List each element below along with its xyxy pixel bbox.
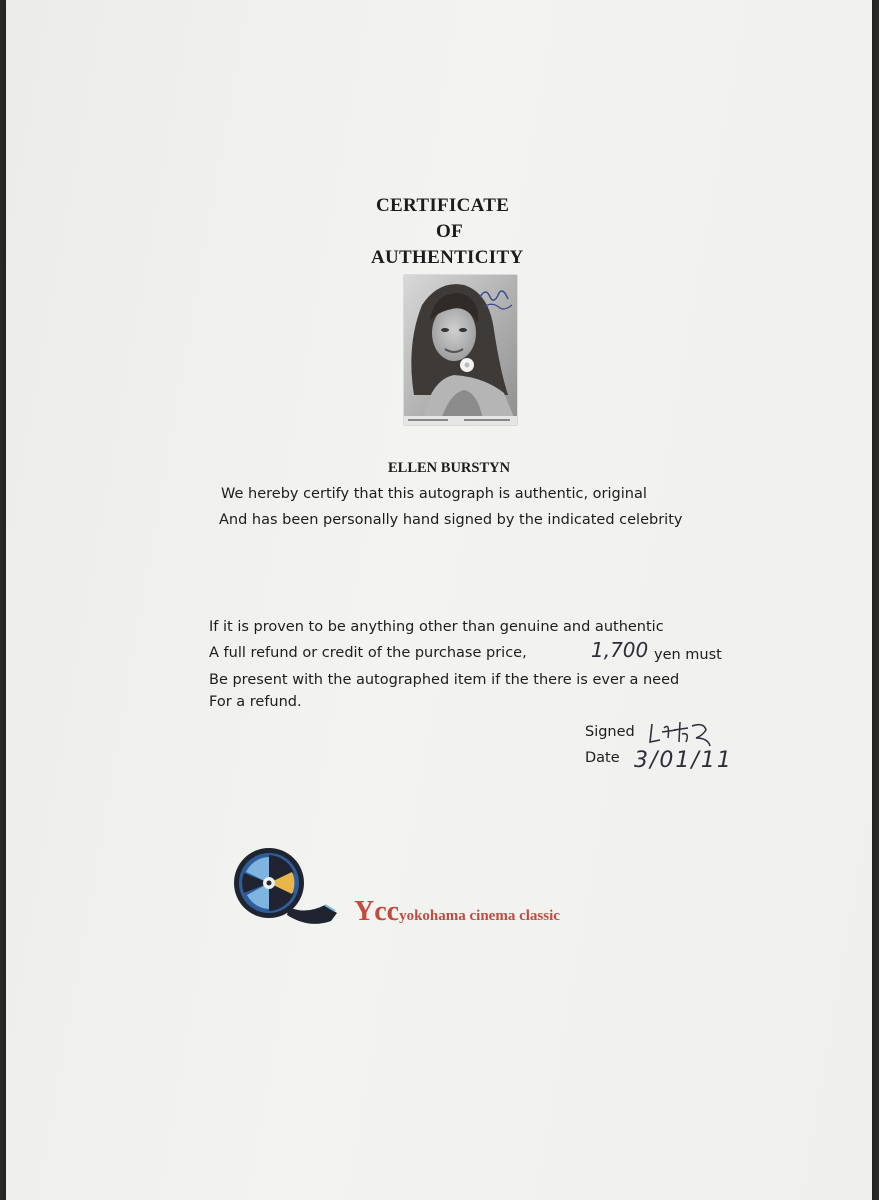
certify-line-2: And has been personally hand signed by the indicated celebrity [219, 512, 683, 528]
handwritten-signature [646, 716, 716, 750]
date-label: Date [585, 750, 620, 766]
certify-line-1: We hereby certify that this autograph is authentic, original [221, 486, 647, 502]
brand-full-name: yokohama cinema classic [399, 908, 560, 924]
film-reel-logo-icon [231, 845, 341, 927]
certificate-paper [6, 0, 872, 1200]
certificate-title-line-1: CERTIFICATE [376, 195, 510, 216]
refund-line-2: A full refund or credit of the purchase price, [209, 645, 527, 661]
handwritten-date: 3/01/11 [634, 748, 733, 773]
signed-label: Signed [585, 724, 635, 740]
certificate-title-line-3: AUTHENTICITY [371, 247, 524, 268]
brand-ycc: Ycc [354, 896, 400, 927]
celebrity-photo [404, 275, 517, 425]
refund-line-1: If it is proven to be anything other than genuine and authentic [209, 619, 664, 635]
certificate-title-line-2: OF [436, 221, 463, 242]
celebrity-name: ELLEN BURSTYN [388, 460, 511, 476]
refund-line-4: For a refund. [209, 694, 302, 710]
refund-line-3: Be present with the autographed item if the there is ever a need [209, 672, 680, 688]
celebrity-portrait-image [404, 275, 517, 425]
refund-line-2-suffix: yen must [654, 647, 722, 663]
brand-logo-text [354, 896, 560, 928]
handwritten-price: 1,700 [591, 638, 649, 662]
